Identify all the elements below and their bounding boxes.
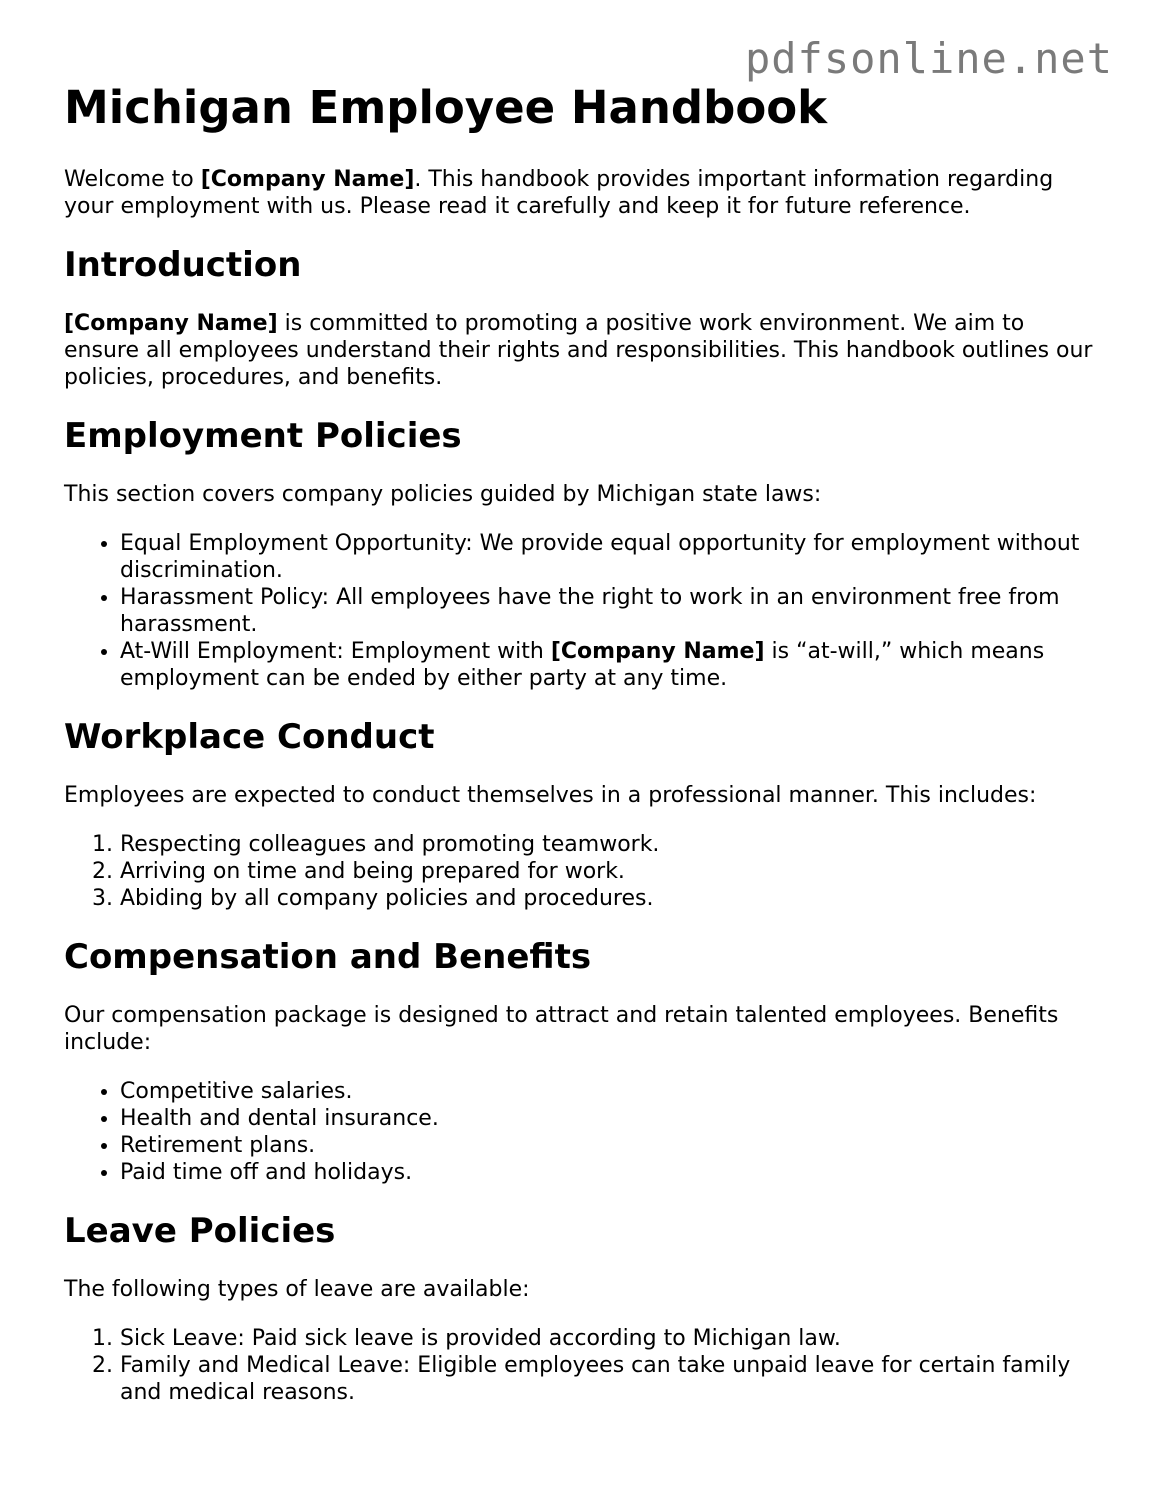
employment-policies-list — [64, 530, 1094, 692]
page-title: Michigan Employee Handbook — [64, 81, 828, 134]
list-item: 2. Family and Medical Leave: Eligible employees can take unpaid leave for certain family and medical reasons. — [120, 1352, 1094, 1406]
watermark: pdfsonline.net — [744, 34, 1113, 83]
leave-heading: Leave Policies — [64, 1211, 336, 1251]
list-item: • Harassment Policy: All employees have the right to work in an environment free from harassment. — [120, 584, 1094, 638]
compensation-lead: Our compensation package is designed to attract and retain talented employees. Benefits include: — [64, 1003, 1059, 1055]
company-name-placeholder: [Company Name] — [200, 167, 415, 192]
leave-list — [64, 1325, 1094, 1406]
compensation-list — [64, 1078, 1094, 1186]
employment-policies-heading: Employment Policies — [64, 416, 462, 456]
introduction-paragraph — [64, 310, 1094, 391]
list-item: • Retirement plans. — [120, 1132, 1094, 1159]
list-item: 3. Abiding by all company policies and procedures. — [120, 885, 1094, 912]
workplace-conduct-lead: Employees are expected to conduct themselves in a professional manner. This includes: — [64, 783, 1037, 808]
welcome-prefix: Welcome to — [64, 167, 201, 192]
list-item: • Equal Employment Opportunity: We provide equal opportunity for employment without discrimination. — [120, 530, 1094, 584]
list-item — [120, 638, 1094, 692]
employment-policies-lead: This section covers company policies guided by Michigan state laws: — [64, 482, 822, 507]
at-will-prefix: At-Will Employment: Employment with — [120, 639, 551, 664]
introduction-heading: Introduction — [64, 245, 302, 285]
list-item: • Paid time off and holidays. — [120, 1159, 1094, 1186]
at-will-suffix: is “at-will,” which means employment can be ended by either party at any time. — [120, 639, 1045, 691]
welcome-paragraph — [64, 166, 1094, 220]
leave-lead: The following types of leave are available: — [64, 1277, 530, 1302]
workplace-conduct-heading: Workplace Conduct — [64, 717, 435, 757]
list-item: 1. Respecting colleagues and promoting teamwork. — [120, 831, 1094, 858]
document-page — [64, 80, 1094, 1406]
list-item: • Competitive salaries. — [120, 1078, 1094, 1105]
company-name-placeholder: [Company Name] — [550, 639, 765, 664]
list-item: 1. Sick Leave: Paid sick leave is provided according to Michigan law. — [120, 1325, 1094, 1352]
list-item: • Health and dental insurance. — [120, 1105, 1094, 1132]
compensation-heading: Compensation and Benefits — [64, 937, 592, 977]
list-item: 2. Arriving on time and being prepared for work. — [120, 858, 1094, 885]
introduction-text: is committed to promoting a positive work environment. We aim to ensure all employees understand their rights and responsibilities. This handbook outlines our policies, procedures, and benefits. — [64, 311, 1093, 390]
company-name-placeholder: [Company Name] — [64, 311, 278, 336]
welcome-suffix: . This handbook provides important information regarding your employment with us. Please read it carefully and keep it for future reference. — [64, 167, 1054, 219]
workplace-conduct-list — [64, 831, 1094, 912]
